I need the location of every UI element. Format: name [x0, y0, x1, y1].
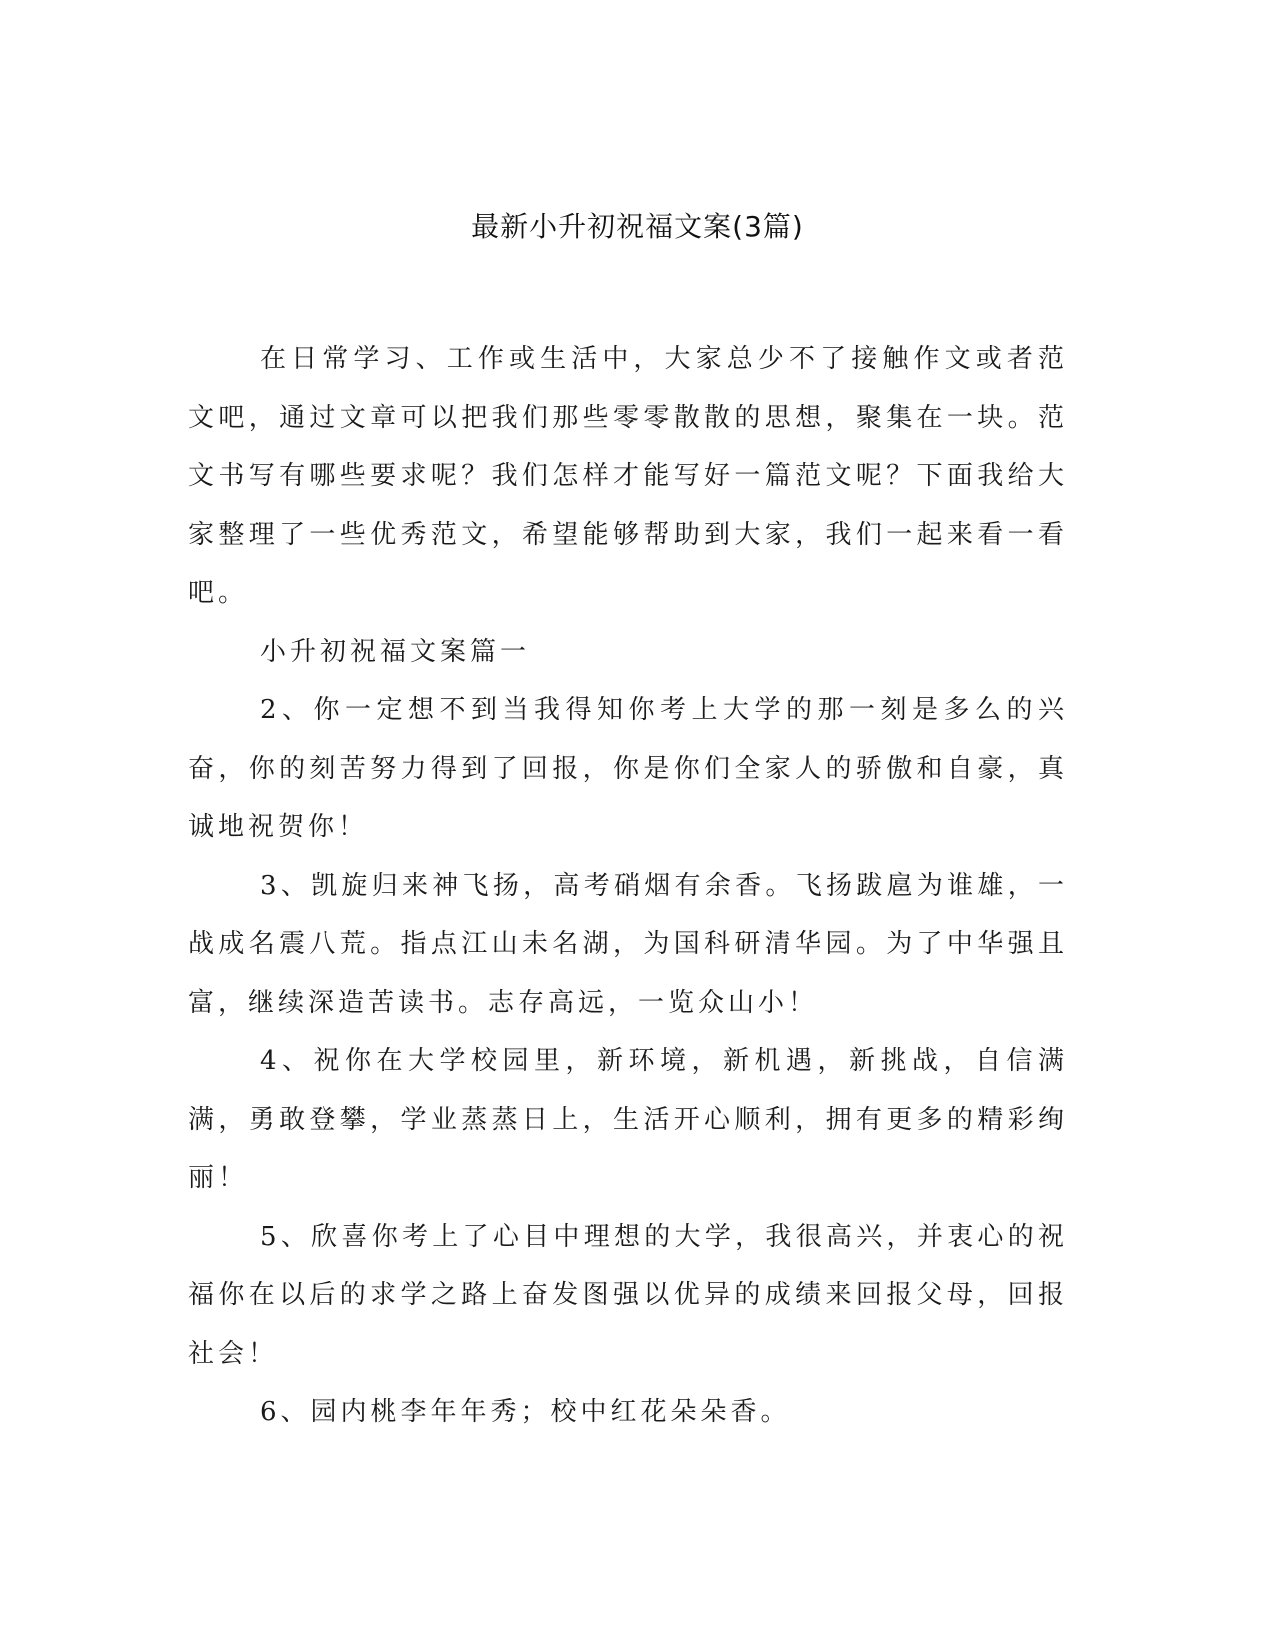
wish-item-2: 2、你一定想不到当我得知你考上大学的那一刻是多么的兴奋，你的刻苦努力得到了回报，你是你们全家人的骄傲和自豪，真诚地祝贺你！	[188, 695, 1068, 842]
wish-item-4: 4、祝你在大学校园里，新环境，新机遇，新挑战，自信满满，勇敢登攀，学业蒸蒸日上，生活开心顺利，拥有更多的精彩绚丽！	[188, 1046, 1068, 1193]
document-body	[188, 330, 1068, 1442]
section-heading: 小升初祝福文案篇一	[260, 636, 531, 667]
wish-item-6: 6、园内桃李年年秀；校中红花朵朵香。	[260, 1397, 791, 1427]
intro-paragraph: 在日常学习、工作或生活中，大家总少不了接触作文或者范文吧，通过文章可以把我们那些零零散散的思想，聚集在一块。范文书写有哪些要求呢？我们怎样才能写好一篇范文呢？下面我给大家整理了一些优秀范文，希望能够帮助到大家，我们一起来看一看吧。	[188, 344, 1068, 608]
wish-item-5: 5、欣喜你考上了心目中理想的大学，我很高兴，并衷心的祝福你在以后的求学之路上奋发图强以优异的成绩来回报父母，回报社会！	[188, 1221, 1068, 1369]
wish-item-3: 3、凯旋归来神飞扬，高考硝烟有余香。飞扬跋扈为谁雄，一战成名震八荒。指点江山未名湖，为国科研清华园。为了中华强且富，继续深造苦读书。志存高远，一览众山小！	[188, 870, 1068, 1018]
document-title: 最新小升初祝福文案(3篇)	[471, 210, 804, 243]
